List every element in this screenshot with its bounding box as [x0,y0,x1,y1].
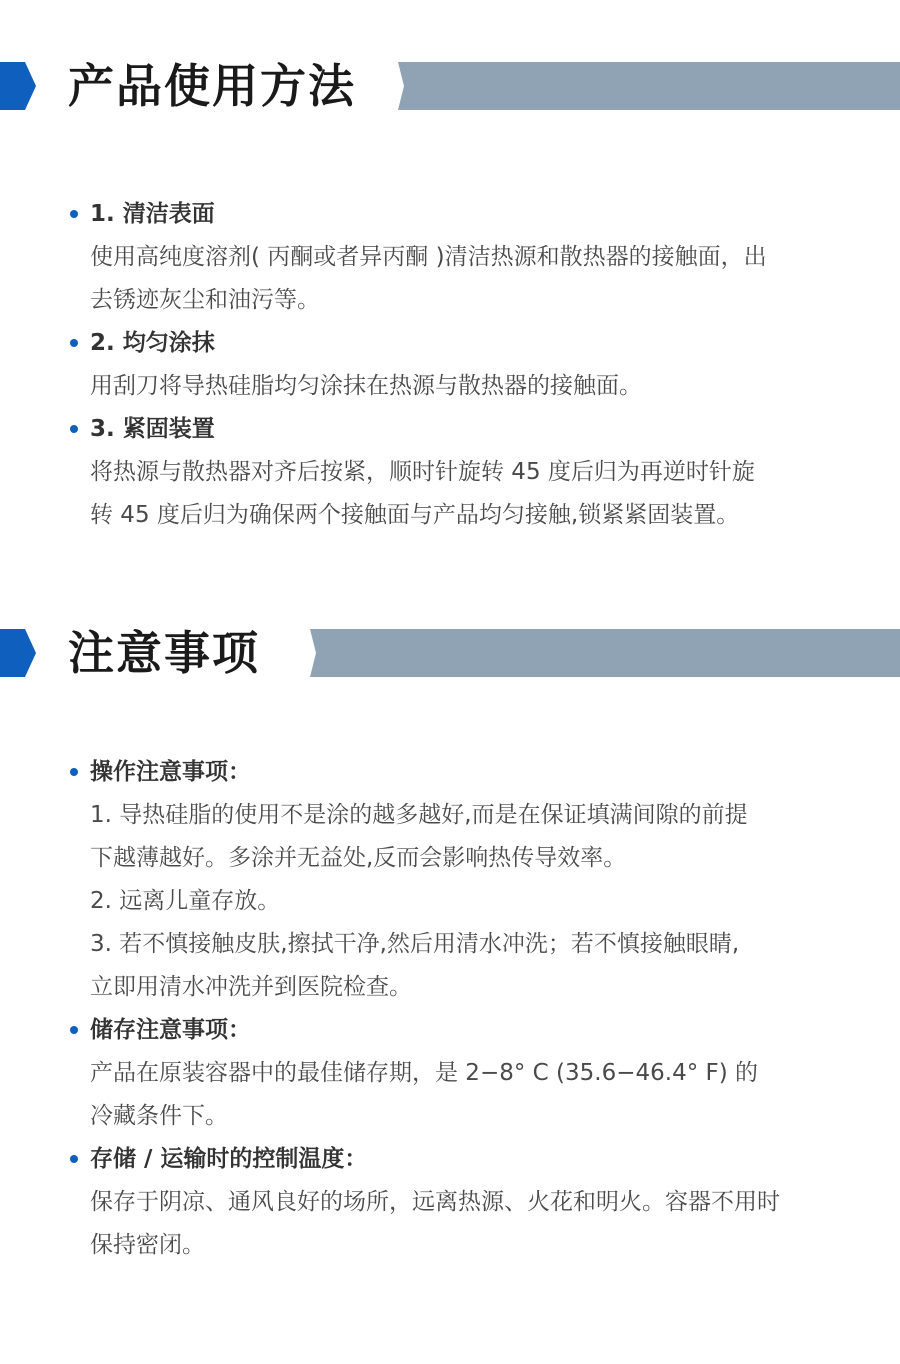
item-line: 产品在原装容器中的最佳储存期，是 2−8° C (35.6−46.4° F) 的 [90,1060,759,1086]
item-heading-text: 1. 清洁表面 [90,201,215,227]
item-heading [90,751,900,794]
item-line: 立即用清水冲洗并到医院检查。 [90,974,412,1000]
item-line: 用刮刀将导热硅脂均匀涂抹在热源与散热器的接触面。 [90,373,642,399]
item-line: 1. 导热硅脂的使用不是涂的越多越好,而是在保证填满间隙的前提 [90,802,748,828]
header-bar [310,629,900,677]
item-heading-text: 3. 紧固装置 [90,416,215,442]
usage-item [0,408,900,537]
bullet-dot-icon [70,1026,78,1034]
item-line: 将热源与散热器对齐后按紧，顺时针旋转 45 度后归为再逆时针旋 [90,459,755,485]
bullet-dot-icon [70,210,78,218]
item-heading-text: 储存注意事项： [90,1017,251,1043]
usage-section-header [0,59,900,113]
notes-item [0,1138,900,1267]
notes-item-list [0,751,900,1267]
item-line: 使用高纯度溶剂( 丙酮或者异丙酮 )清洁热源和散热器的接触面，出 [90,244,767,270]
bullet-dot-icon [70,1155,78,1163]
item-line: 下越薄越好。多涂并无益处,反而会影响热传导效率。 [90,845,627,871]
item-line: 冷藏条件下。 [90,1103,228,1129]
item-heading-text: 2. 均匀涂抹 [90,330,215,356]
bullet-dot-icon [70,768,78,776]
item-heading [90,1138,900,1181]
item-heading [90,193,900,236]
item-line: 转 45 度后归为确保两个接触面与产品均匀接触,锁紧紧固装置。 [90,502,740,528]
item-line: 保持密闭。 [90,1232,205,1258]
usage-item-list [0,193,900,537]
item-heading [90,1009,900,1052]
item-line: 去锈迹灰尘和油污等。 [90,287,320,313]
item-line: 保存于阴凉、通风良好的场所，远离热源、火花和明火。容器不用时 [90,1189,780,1215]
usage-item [0,322,900,408]
bullet-dot-icon [70,425,78,433]
header-accent-chevron-icon [0,629,36,677]
header-bar [398,62,900,110]
item-heading [90,322,900,365]
item-line: 3. 若不慎接触皮肤,擦拭干净,然后用清水冲洗；若不慎接触眼睛, [90,931,740,957]
notes-item [0,751,900,1009]
item-heading-text: 存储 / 运输时的控制温度： [90,1146,368,1172]
notes-item [0,1009,900,1138]
header-accent-chevron-icon [0,62,36,110]
item-heading-text: 操作注意事项： [90,759,251,785]
notes-section-header [0,626,900,680]
bullet-dot-icon [70,339,78,347]
item-line: 2. 远离儿童存放。 [90,888,281,914]
usage-section-title: 产品使用方法 [68,59,356,113]
item-heading [90,408,900,451]
notes-section-title: 注意事项 [68,626,260,680]
usage-item [0,193,900,322]
